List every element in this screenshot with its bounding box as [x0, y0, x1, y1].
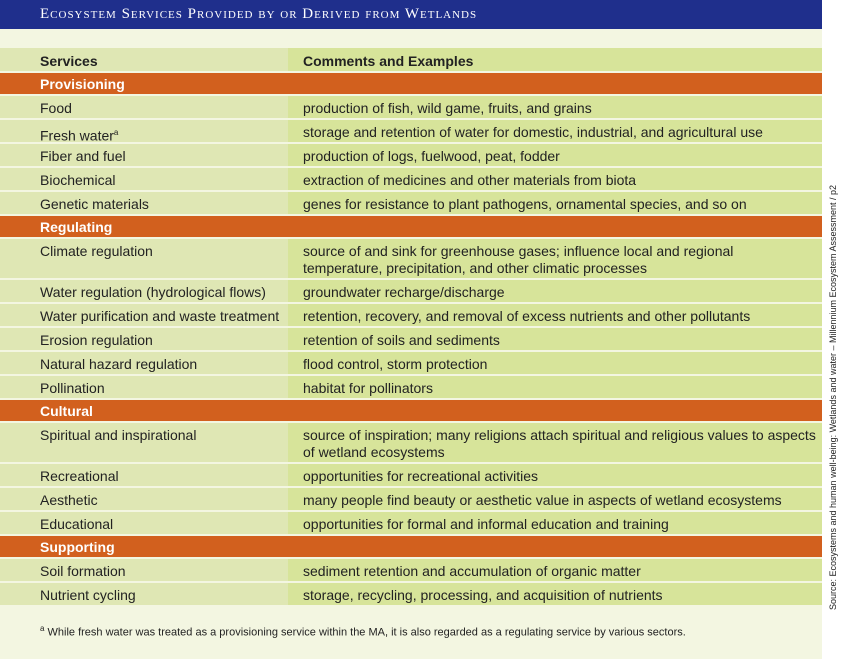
service-cell: Spiritual and inspirational [0, 423, 288, 462]
category-label: Regulating [40, 219, 113, 235]
header-services: Services [0, 48, 288, 71]
table-row [0, 96, 822, 120]
comment-cell: retention of soils and sediments [288, 328, 822, 350]
service-cell: Soil formation [0, 559, 288, 581]
comment-cell: retention, recovery, and removal of excess nutrients and other pollutants [288, 304, 822, 326]
service-cell: Climate regulation [0, 239, 288, 278]
comment-cell: source of inspiration; many religions attach spiritual and religious values to aspects of wetland ecosystems [288, 423, 822, 462]
table-row [0, 488, 822, 512]
table-header-row [0, 48, 822, 73]
category-row-supporting [0, 536, 822, 559]
service-cell: Pollination [0, 376, 288, 398]
service-cell: Genetic materials [0, 192, 288, 214]
service-cell: Aesthetic [0, 488, 288, 510]
service-cell: Biochemical [0, 168, 288, 190]
service-cell: Recreational [0, 464, 288, 486]
service-cell: Fiber and fuel [0, 144, 288, 166]
service-cell: Erosion regulation [0, 328, 288, 350]
source-credit: Source: Ecosystems and human well-being: Wetlands and water – Millennium Ecosystem Assessment / p2 [828, 184, 838, 610]
comment-cell: flood control, storm protection [288, 352, 822, 374]
category-label: Cultural [40, 403, 93, 419]
category-label: Supporting [40, 539, 115, 555]
table-row [0, 376, 822, 400]
service-text: Fresh water [40, 127, 114, 144]
service-cell: Educational [0, 512, 288, 534]
table-row [0, 423, 822, 464]
comment-cell: groundwater recharge/discharge [288, 280, 822, 302]
comment-cell: extraction of medicines and other materials from biota [288, 168, 822, 190]
table-row [0, 464, 822, 488]
comment-cell: production of fish, wild game, fruits, and grains [288, 96, 822, 118]
service-cell: Food [0, 96, 288, 118]
service-cell: Water regulation (hydrological flows) [0, 280, 288, 302]
service-cell: Nutrient cycling [0, 583, 288, 605]
table-title: Ecosystem Services Provided by or Derived from Wetlands [0, 0, 822, 29]
services-table [0, 48, 822, 607]
table-row [0, 352, 822, 376]
comment-cell: production of logs, fuelwood, peat, fodder [288, 144, 822, 166]
comment-cell: storage, recycling, processing, and acquisition of nutrients [288, 583, 822, 605]
service-cell: Water purification and waste treatment [0, 304, 288, 326]
table-row [0, 192, 822, 216]
table-row [0, 239, 822, 280]
comment-cell: storage and retention of water for domestic, industrial, and agricultural use [288, 120, 822, 142]
comment-cell: genes for resistance to plant pathogens, ornamental species, and so on [288, 192, 822, 214]
table-row [0, 144, 822, 168]
table-row [0, 120, 822, 144]
footnote-text: While fresh water was treated as a provisioning service within the MA, it is also regarded as a regulating service by various sectors. [44, 626, 686, 639]
table-row [0, 168, 822, 192]
comment-cell: habitat for pollinators [288, 376, 822, 398]
comment-cell: sediment retention and accumulation of organic matter [288, 559, 822, 581]
comment-cell: opportunities for recreational activities [288, 464, 822, 486]
table-row [0, 512, 822, 536]
comment-cell: source of and sink for greenhouse gases; influence local and regional temperature, precipitation, and other climatic processes [288, 239, 822, 278]
category-row-provisioning [0, 73, 822, 96]
service-cell [0, 120, 288, 142]
table-row [0, 280, 822, 304]
category-label: Provisioning [40, 76, 125, 92]
footnote-marker: a [40, 624, 45, 633]
comment-cell: many people find beauty or aesthetic value in aspects of wetland ecosystems [288, 488, 822, 510]
table-row [0, 304, 822, 328]
category-row-cultural [0, 400, 822, 423]
comment-cell: opportunities for formal and informal education and training [288, 512, 822, 534]
footnote-marker: a [113, 128, 119, 137]
category-row-regulating [0, 216, 822, 239]
table-row [0, 583, 822, 607]
header-comments: Comments and Examples [288, 48, 822, 71]
footnote [40, 624, 800, 639]
service-cell: Natural hazard regulation [0, 352, 288, 374]
table-row [0, 559, 822, 583]
title-spacer [0, 29, 822, 43]
table-row [0, 328, 822, 352]
